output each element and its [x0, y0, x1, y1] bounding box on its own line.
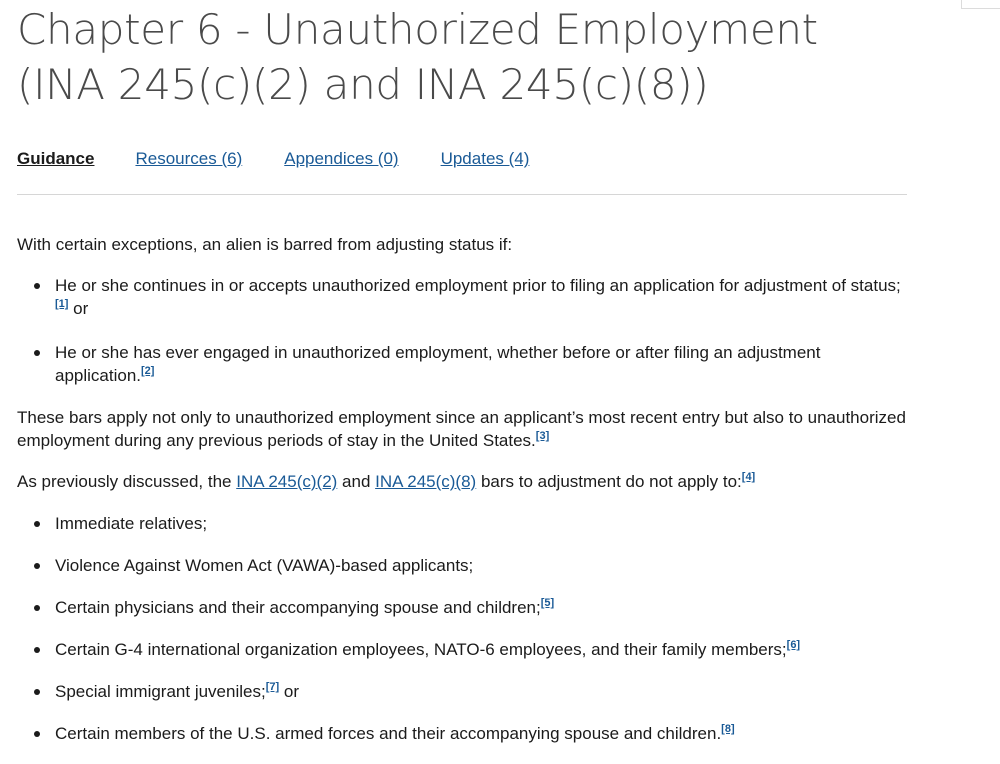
tab-updates[interactable]: Updates (4): [440, 149, 530, 168]
list-item: [17, 274, 907, 320]
previously-text-after: bars to adjustment do not apply to:: [476, 472, 742, 491]
list-item-text: Certain physicians and their accompanying spouse and children;: [55, 598, 541, 617]
list-item: [17, 512, 907, 535]
list-item-tail: or: [279, 682, 299, 701]
list-item-text: Certain G-4 international organization employees, NATO-6 employees, and their family members;: [55, 640, 787, 659]
exceptions-list: [17, 512, 907, 745]
chapter-page: [17, 0, 907, 764]
previously-text-middle: and: [337, 472, 376, 491]
list-item-text: He or she has ever engaged in unauthorized employment, whether before or after filing an adjustment application.: [55, 343, 821, 385]
list-item: [17, 680, 907, 703]
bar-conditions-list: [17, 274, 907, 387]
page-title: Chapter 6 - Unauthorized Employment (INA 245(c)(2) and INA 245(c)(8)): [17, 5, 818, 109]
ina-245c8-link[interactable]: INA 245(c)(8): [375, 472, 477, 491]
list-item-text: Immediate relatives;: [55, 514, 208, 533]
ina-245c2-link[interactable]: INA 245(c)(2): [236, 472, 338, 491]
list-item: [17, 596, 907, 619]
bars-paragraph: [17, 406, 907, 452]
list-item-text: Special immigrant juveniles;: [55, 682, 266, 701]
guidance-content: [17, 233, 907, 745]
list-item-text: Certain members of the U.S. armed forces and their accompanying spouse and children.: [55, 724, 722, 743]
list-item-tail: or: [68, 299, 89, 318]
list-item: [17, 722, 907, 745]
previously-text-before: As previously discussed, the: [17, 472, 237, 491]
footnote-link-3[interactable]: [3]: [535, 430, 550, 442]
tab-resources[interactable]: Resources (6): [135, 149, 243, 168]
footnote-link-5[interactable]: [5]: [540, 597, 555, 609]
bars-paragraph-text: These bars apply not only to unauthorized employment since an applicant’s most recent entry but also to unauthorized employment during any previous periods of stay in the United States.: [17, 408, 906, 450]
list-item: [17, 341, 907, 387]
list-item: [17, 638, 907, 661]
previously-paragraph: [17, 470, 907, 493]
footnote-link-2[interactable]: [2]: [141, 365, 155, 377]
footnote-link-4[interactable]: [4]: [741, 471, 756, 483]
tab-guidance[interactable]: Guidance: [17, 149, 95, 168]
tab-appendices[interactable]: Appendices (0): [284, 149, 399, 168]
footnote-link-8[interactable]: [8]: [721, 723, 735, 735]
chapter-tabs: [17, 148, 907, 195]
list-item: [17, 554, 907, 577]
footnote-link-7[interactable]: [7]: [265, 681, 280, 693]
list-item-text: He or she continues in or accepts unauthorized employment prior to filing an application for adjustment of status;: [55, 276, 901, 295]
corner-frame: [961, 0, 1000, 9]
footnote-link-6[interactable]: [6]: [786, 639, 801, 651]
intro-paragraph: With certain exceptions, an alien is barred from adjusting status if:: [17, 235, 513, 254]
footnote-link-1[interactable]: [1]: [55, 298, 69, 310]
list-item-text: Violence Against Women Act (VAWA)-based applicants;: [55, 556, 474, 575]
